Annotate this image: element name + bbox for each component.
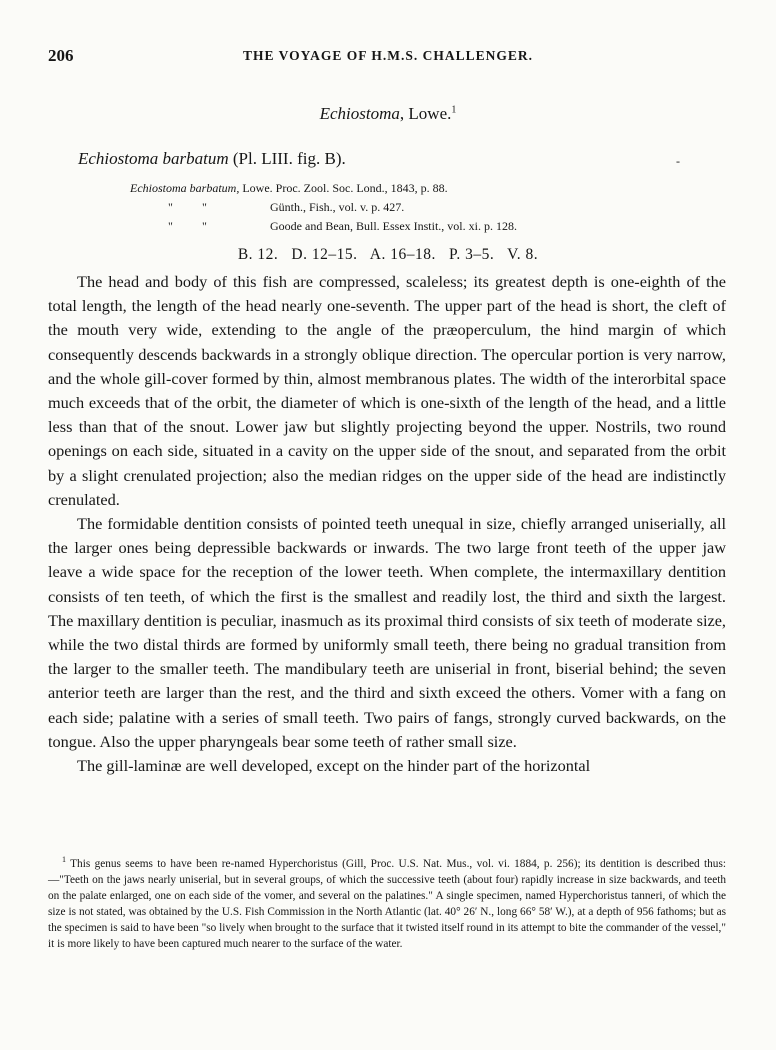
synonymy-citation: Lowe. Proc. Zool. Soc. Lond., 1843, p. 88. bbox=[242, 181, 448, 195]
footnote-mark: 1 bbox=[62, 855, 66, 864]
genus-name: Echiostoma bbox=[319, 104, 400, 123]
paragraph: The gill-laminæ are well developed, except on the hinder part of the horizontal bbox=[77, 756, 591, 776]
body-text bbox=[48, 270, 726, 778]
footnote-ref-mark: 1 bbox=[451, 104, 457, 116]
synonymy-taxon: Echiostoma barbatum, bbox=[130, 181, 240, 195]
synonymy-line bbox=[168, 200, 404, 215]
synonymy-citation: Goode and Bean, Bull. Essex Instit., vol. xi. p. 128. bbox=[270, 219, 517, 233]
synonymy-line bbox=[130, 181, 448, 196]
paragraph: The formidable dentition consists of pointed teeth unequal in size, chiefly arranged uniserially, all the larger ones being depressible backwards or inwards. The two large front teeth of the upper jaw leave a wide space for the reception of the lower teeth. When complete, the intermaxillary dentition consists of ten teeth, of which the first is the smallest and readily lost, the third and sixth the largest. The maxillary dentition is peculiar, inasmuch as its proximal third consists of six teeth of moderate size, while the two distal thirds are formed by uniformly small teeth, there being no gradual transition from the larger to the smaller teeth. The mandibulary teeth are uniserial in front, biserial behind; the seven anterior teeth are larger than the rest, and the third and sixth exceed the others. Vomer with a fang on each side; palatine with a series of small teeth. Two pairs of fangs, strongly curved backwards, on the tongue. Also the upper pharyngeals bear some teeth of rather small size. bbox=[48, 514, 726, 751]
running-title: THE VOYAGE OF H.M.S. CHALLENGER. bbox=[242, 48, 534, 63]
margin-mark: - bbox=[676, 154, 680, 168]
fin-formula: B. 12. D. 12–15. A. 16–18. P. 3–5. V. 8. bbox=[237, 246, 539, 263]
plate-reference: (Pl. LIII. fig. B). bbox=[228, 149, 346, 168]
species-heading bbox=[78, 149, 346, 169]
genus-author: , Lowe. bbox=[399, 104, 452, 123]
synonymy-citation: Günth., Fish., vol. v. p. 427. bbox=[270, 200, 405, 214]
page-number: 206 bbox=[48, 46, 74, 65]
ditto-mark: " bbox=[168, 219, 173, 233]
footnote-text: This genus seems to have been re-named Hyperchoristus (Gill, Proc. U.S. Nat. Mus., vol. vi. 1884, p. 256); its dentition is described thus:—"Teeth on the jaws nearly uniserial, but in several groups, of which the successive teeth (about four) rapidly increase in size backwards, and teeth on the palate enlarged, one on each side of the vomer, and several on the palatines." A single specimen, named Hyperchoristus tanneri, of which the size is not stated, was obtained by the U.S. Fish Commission in the North Atlantic (lat. 40° 26′ N., long 66° 58′ W.), at a depth of 956 fathoms; but as the specimen is said to have been "so lively when brought to the surface that it twisted itself round in its attempt to bite the commander of the vessel," it is more likely to have been captured much nearer to the surface of the water. bbox=[48, 857, 726, 950]
footnote bbox=[48, 852, 726, 952]
ditto-mark: " bbox=[202, 200, 207, 214]
page-header bbox=[48, 46, 728, 68]
ditto-mark: " bbox=[202, 219, 207, 233]
synonymy-line bbox=[168, 219, 517, 234]
paragraph: The head and body of this fish are compressed, scaleless; its greatest depth is one-eighth of the total length, the length of the head nearly one-seventh. The upper part of the head is short, the cleft of the mouth very wide, extending to the angle of the præoperculum, the hind margin of which consequently descends backwards in a strongly oblique direction. The opercular portion is very narrow, and the whole gill-cover formed by thin, almost membranous plates. The width of the interorbital space much exceeds that of the orbit, the diameter of which is one-sixth of the length of the head, and a little less than that of the snout. Lower jaw but slightly projecting beyond the upper. Nostrils, two round openings on each side, situated in a cavity on the upper side of the snout, and separated from the orbit by a slight crenulated projection; also the median ridges on the upper side of the head are indistinctly crenulated. bbox=[48, 272, 726, 509]
genus-heading bbox=[0, 104, 776, 124]
species-name: Echiostoma barbatum bbox=[78, 149, 229, 168]
ditto-mark: " bbox=[168, 200, 173, 214]
